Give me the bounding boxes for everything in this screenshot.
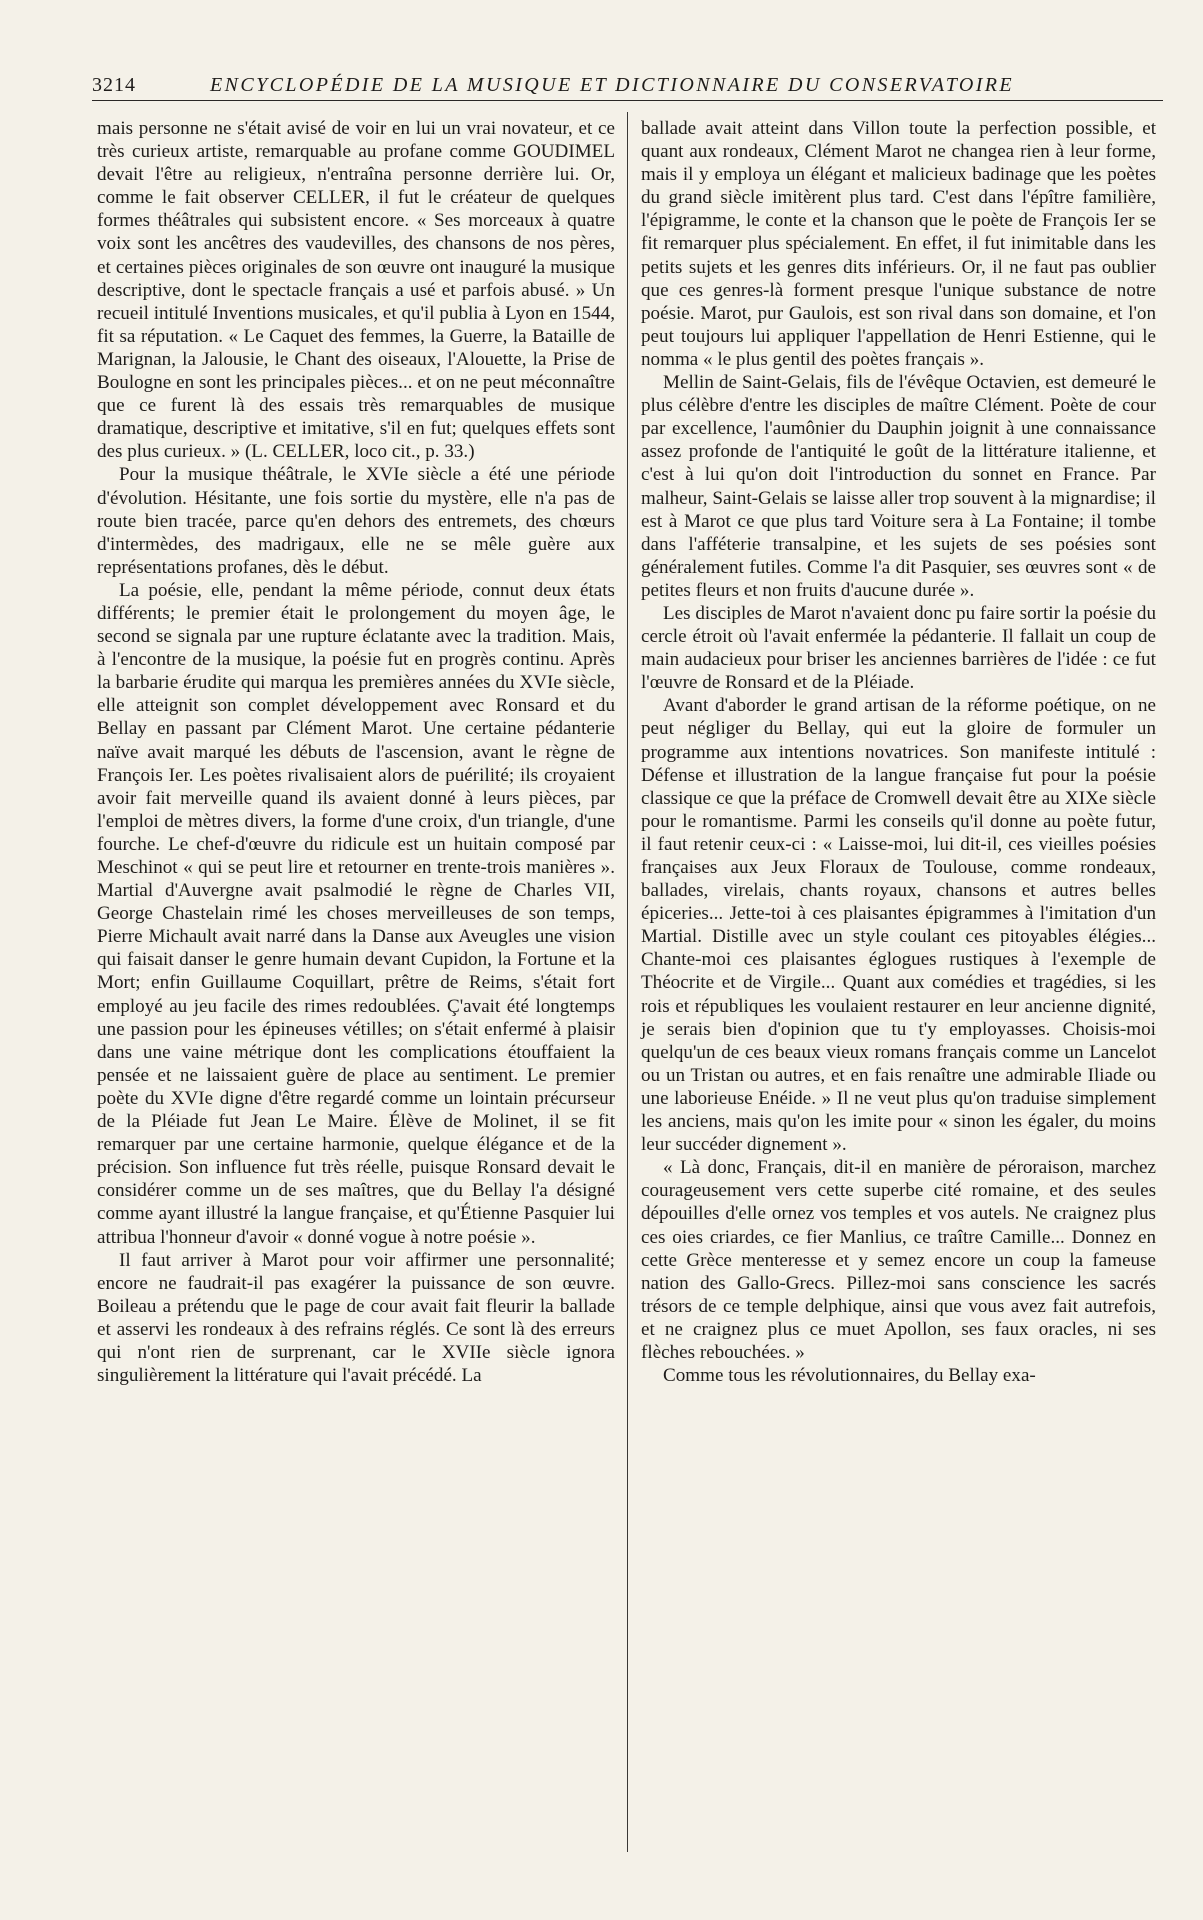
page-header [92, 70, 1163, 101]
right-column [641, 117, 1156, 1387]
paragraph: Pour la musique théâtrale, le XVIe siècle a été une période d'évolution. Hésitante, une fois sortie du mystère, elle n'a pas de route bien tracée, parce qu'en dehors des entremets, des chœurs d'intermèdes, des madrigaux, elle ne se mêle guère aux représentations profanes, dès le début. [97, 464, 615, 578]
paragraph: Comme tous les révolutionnaires, du Bellay exa- [663, 1365, 1036, 1387]
left-column [97, 117, 615, 1387]
paragraph: « Là donc, Français, dit-il en manière de péroraison, marchez courageusement vers cette superbe cité romaine, et des seules dépouilles d'elle ornez vos temples et vos autels. Ne craignez plus ces oies criardes, ce fier Manlius, ce traître Camille... Donnez en cette Grèce menteresse et y semez encore un coup la fameuse nation des Gallo-Grecs. Pillez-moi sans conscience les sacrés trésors de ce temple delphique, ainsi que vous avez fait autrefois, et ne craignez plus ce muet Apollon, ses faux oracles, ni ses flèches rebouchées. » [641, 1157, 1156, 1363]
paragraph: ballade avait atteint dans Villon toute la perfection possible, et quant aux rondeaux, Clément Marot ne changea rien à leur forme, mais il y employa un élégant et malicieux badinage que les poètes du grand siècle imitèrent plus tard. C'est dans l'épître familière, l'épigramme, le conte et la chanson que le poète de François Ier se fit remarquer plus spécialement. En effet, il fut inimitable dans les petits sujets et les genres dits inférieurs. Or, il ne faut pas oublier que ces genres-là forment presque l'unique substance de notre poésie. Marot, pur Gaulois, est son rival dans son domaine, et l'on peut toujours lui appliquer l'appellation de Henri Estienne, qui le nomma « le plus gentil des poètes français ». [641, 118, 1156, 370]
paragraph: La poésie, elle, pendant la même période, connut deux états différents; le premier était le prolongement du moyen âge, le second se signala par une rupture éclatante avec la tradition. Mais, à l'encontre de la musique, la poésie fut en progrès continu. Après la barbarie érudite qui marqua les premières années du XVIe siècle, elle atteignit son complet développement avec Ronsard et du Bellay en passant par Clément Marot. Une certaine pédanterie naïve avait marqué les débuts de l'ascension, avant le règne de François Ier. Les poètes rivalisaient alors de puérilité; ils croyaient avoir fait merveille quand ils avaient donné à leurs pièces, par l'emploi de mètres divers, la forme d'une croix, d'un triangle, d'une fourche. Le chef-d'œuvre du ridicule est un huitain composé par Meschinot « qui se peut lire et retourner en trente-trois manières ». Martial d'Auvergne avait psalmodié le règne de Charles VII, George Chastelain rimé les choses merveilleuses de son temps, Pierre Michault avait narré dans la Danse aux Aveugles une vision qui faisait danser le genre humain devant Cupidon, la Fortune et la Mort; enfin Guillaume Coquillart, prêtre de Reims, s'était fort employé au jeu facile des rimes redoublées. Ç'avait été longtemps une passion pour les épineuses vétilles; on s'était enfermé à plaisir dans une vaine métrique dont les complications étouffaient la pensée et ne laissaient guère de place au sentiment. Le premier poète du XVIe digne d'être regardé comme un lointain précurseur de la Pléiade fut Jean Le Maire. Élève de Molinet, il se fit remarquer par une certaine harmonie, quelque élégance et de la précision. Son influence fut très réelle, puisque Ronsard devait le considérer comme un de ses maîtres, que du Bellay l'a désigné comme ayant illustré la langue française, et qu'Étienne Pasquier lui attribua l'honneur d'avoir « donné vogue à notre poésie ». [97, 579, 615, 1248]
column-divider [627, 112, 628, 1852]
running-title: ENCYCLOPÉDIE DE LA MUSIQUE ET DICTIONNAIRE DU CONSERVATOIRE [210, 74, 1015, 96]
paragraph: Mellin de Saint-Gelais, fils de l'évêque Octavien, est demeuré le plus célèbre d'entre les disciples de maître Clément. Poète de cour par excellence, l'aumônier du Dauphin joignit à une connaissance assez profonde de l'antiquité le goût de la littérature italienne, et c'est à lui qu'on doit l'introduction du sonnet en France. Par malheur, Saint-Gelais se laisse aller trop souvent à la mignardise; il est à Marot ce que plus tard Voiture sera à La Fontaine; il tombe dans l'afféterie transalpine, et les sujets de ses poésies sont généralement futiles. Comme l'a dit Pasquier, ses œuvres sont « de petites fleurs et non fruits d'aucune durée ». [641, 372, 1156, 601]
paragraph: mais personne ne s'était avisé de voir en lui un vrai novateur, et ce très curieux artiste, remarquable au profane comme GOUDIMEL devait l'être au religieux, n'entraîna personne derrière lui. Or, comme le fait observer CELLER, il fut le créateur de quelques formes théâtrales qui subsistent encore. « Ses morceaux à quatre voix sont les ancêtres des vaudevilles, des chansons de nos pères, et certaines pièces originales de son œuvre ont inauguré la musique descriptive, dont le spectacle français a usé et parfois abusé. » Un recueil intitulé Inventions musicales, et qu'il publia à Lyon en 1544, fit sa réputation. « Le Caquet des femmes, la Guerre, la Bataille de Marignan, la Jalousie, le Chant des oiseaux, l'Alouette, la Prise de Boulogne en sont les principales pièces... et on ne peut méconnaître que ce furent là des essais très remarquables de musique dramatique, descriptive et imitative, s'il en fut; quelques effets sont des plus curieux. » (L. CELLER, loco cit., p. 33.) [97, 118, 615, 463]
paragraph: Avant d'aborder le grand artisan de la réforme poétique, on ne peut négliger du Bellay, qui eut la gloire de formuler un programme aux intentions novatrices. Son manifeste intitulé : Défense et illustration de la langue française fut pour la poésie classique ce que la préface de Cromwell devait être au XIXe siècle pour le romantisme. Parmi les conseils qu'il donne au poète futur, il faut retenir ceux-ci : « Laisse-moi, lui dit-il, ces vieilles poésies françaises aux Jeux Floraux de Toulouse, comme rondeaux, ballades, virelais, chants royaux, chansons et autres belles épiceries... Jette-toi à ces plaisantes épigrammes à l'imitation d'un Martial. Distille avec un style coulant ces pitoyables élégies... Chante-moi ces plaisantes églogues rustiques à l'exemple de Théocrite et de Virgile... Quant aux comédies et tragédies, si les rois et républiques les voulaient restaurer en leur ancienne dignité, je serais bien d'opinion que tu t'y employasses. Choisis-moi quelqu'un de ces beaux vieux romans français comme un Lancelot ou un Tristan ou autres, et en fais renaître une admirable Iliade ou une laborieuse Enéide. » Il ne veut plus qu'on traduise simplement les anciens, mais qu'on les imite pour « sinon les égaler, du moins leur succéder dignement ». [641, 695, 1156, 1156]
paragraph: Il faut arriver à Marot pour voir affirmer une personnalité; encore ne faudrait-il pas exagérer la puissance de son œuvre. Boileau a prétendu que le page de cour avait fait fleurir la ballade et asservi les rondeaux à des refrains réglés. Ce sont là des erreurs qui n'ont rien de surprenant, car le XVIIe siècle ignora singulièrement la littérature qui l'avait précédé. La [97, 1249, 615, 1387]
page-number: 3214 [92, 74, 136, 96]
paragraph: Les disciples de Marot n'avaient donc pu faire sortir la poésie du cercle étroit où l'avait enfermée la pédanterie. Il fallait un coup de main audacieux pour briser les anciennes barrières de l'idée : ce fut l'œuvre de Ronsard et de la Pléiade. [641, 602, 1156, 694]
